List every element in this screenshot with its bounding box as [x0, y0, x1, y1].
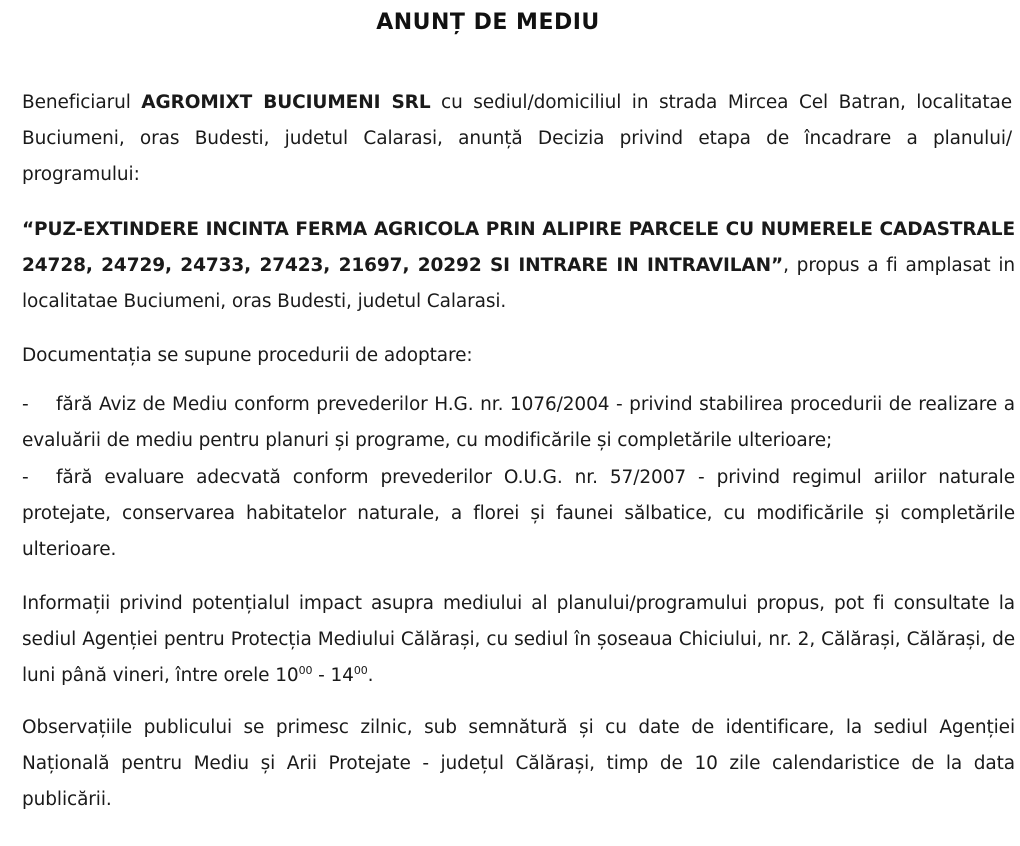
- information-text: Informații privind potențialul impact asupra mediului al planului/programului propus, pot fi consultate la sediul Agenției pentru Protecția Mediului Călărași, cu sediul în șoseaua Chiciului, nr. 2, Călărași, Călărași, de luni până vineri, între orele 10: [22, 593, 1015, 686]
- list-item-text: fără Aviz de Mediu conform prevederilor H.G. nr. 1076/2004 - privind stabilirea procedurii de realizare a evaluării de mediu pentru planuri și programe, cu modificările și completările ulterioare;: [22, 394, 1015, 451]
- list-item: [22, 460, 1015, 568]
- observations-paragraph: Observațiile publicului se primesc zilnic, sub semnătură și cu date de identificare, la sediul Agenției Națională pentru Mediu și Arii Protejate - județul Călărași, timp de 10 zile calendaristice de la data publicării.: [22, 717, 1015, 810]
- page-title: ANUNȚ DE MEDIU: [376, 10, 600, 35]
- list-item-text: fără evaluare adecvată conform prevederilor O.U.G. nr. 57/2007 - privind regimul ariilor naturale protejate, conservarea habitatelor naturale, a florei și faunei sălbatice, cu modificările și completările ulterioare.: [22, 467, 1015, 560]
- beneficiary-text: cu sediul/domiciliul in strada Mircea Cel Batran, localitatae Buciumeni, oras Budesti, judetul Calarasi, anunță Decizia privind etapa de încadrare a planului/ programului:: [22, 92, 1012, 185]
- list-dash: -: [22, 467, 29, 488]
- plan-location: , propus a fi amplasat in localitatae Buciumeni, oras Budesti, judetul Calarasi.: [22, 255, 1015, 312]
- hour-separator: - 14: [312, 665, 354, 686]
- plan-name: “PUZ-EXTINDERE INCINTA FERMA AGRICOLA PRIN ALIPIRE PARCELE CU NUMERELE CADASTRALE 24728, 24729, 24733, 27423, 21697, 20292 SI INTRARE IN INTRAVILAN”: [22, 219, 1015, 276]
- information-end: .: [367, 665, 374, 686]
- information-paragraph: [22, 586, 1015, 694]
- procedure-heading: Documentația se supune procedurii de adoptare:: [22, 345, 473, 366]
- beneficiary-prefix: Beneficiarul: [22, 92, 142, 113]
- hour-start-superscript: 00: [298, 663, 313, 677]
- plan-paragraph: [22, 212, 1015, 320]
- hour-end-superscript: 00: [353, 663, 368, 677]
- beneficiary-paragraph: [22, 85, 1012, 193]
- company-name: AGROMIXT BUCIUMENI SRL: [141, 92, 431, 113]
- list-item: [22, 387, 1015, 459]
- list-dash: -: [22, 394, 29, 415]
